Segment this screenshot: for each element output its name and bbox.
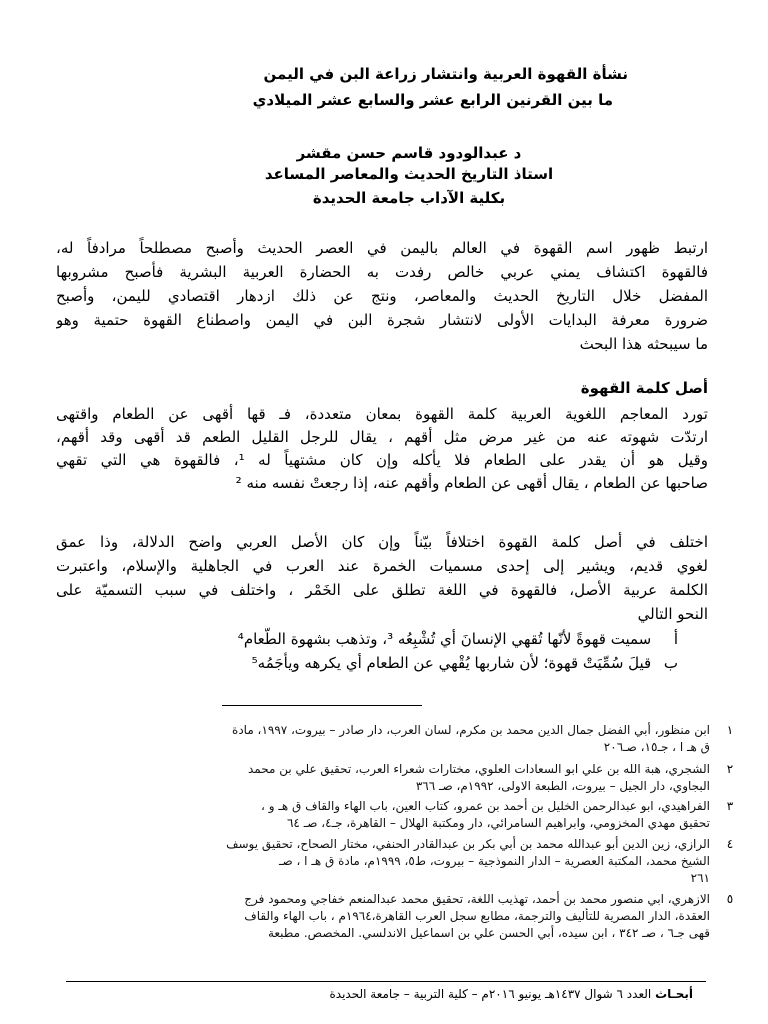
intro-line: ارتبط ظهور اسم القهوة في العالم باليمن في العصر الحديث وأصبح مصطلحاً مرادفاً له، [56, 239, 708, 257]
difference-line: اختلف في أصل كلمة القهوة اختلافاً بيّناً وإن كان الأصل العربي واضح الدلالة، وذا عمق [56, 533, 708, 551]
intro-line: المفضل خلال التاريخ الحديث والمعاصر، ونتج عن ذلك ازدهار اقتصادي لليمن، وأصبح [56, 287, 708, 305]
author-affiliation: بكلية الآداب جامعة الحديدة [312, 189, 506, 207]
difference-line: النحو التالي [637, 605, 708, 623]
footnote [70, 798, 710, 832]
author-name: د عبدالودود قاسم حسن مقشر [296, 144, 522, 162]
footnote-line: ٢٦١ [690, 871, 710, 885]
footer-rule [66, 981, 706, 982]
paper-title-line-1: نشأة القهوة العربية وانتشار زراعة البن في اليمن [263, 65, 628, 83]
journal-name: أبحـاث [655, 987, 693, 1001]
footnote-number: ٢ [726, 762, 734, 776]
footnote-line: الشيخ محمد، المكتبة العصرية – الدار النموذجية – بيروت، ط٥، ١٩٩٩م، مادة ق هـ ا ، صـ [278, 854, 710, 868]
intro-line: فالقهوة اكتشاف يمني عربي خالص رفدت به الحضارة العربية البشرية فأصبح مشروبها [56, 263, 708, 281]
footnote [70, 836, 710, 887]
option-letter: أ [673, 630, 678, 648]
footnote-number: ١ [726, 723, 734, 737]
page-footer [100, 986, 693, 1002]
footnote-line: الفراهيدي، ابو عبدالرحمن الخليل بن أحمد بن عمرو، كتاب العين، باب الهاء والقاف ق هـ و ، [261, 799, 710, 813]
section-heading: أصل كلمة القهوة [580, 379, 708, 397]
footnote-line: العقدة، الدار المصرية للتأليف والترجمة، مطابع سجل العرب القاهرة،١٩٦٤م ، باب الهاء والقاف [244, 909, 710, 923]
section-line: وقيل هو أن يقدر على الطعام فلا يأكله وإن كان مشتهياً له ¹، فالقهوة هي التي تقهي [56, 451, 708, 469]
footnote-separator [222, 705, 422, 706]
footnote-line: تحقيق مهدي المخزومي، وابراهيم السامرائي، دار ومكتبة الهلال – القاهرة، جـ٤، صـ ٦٤ [286, 816, 710, 830]
footnote-line: البجاوي، دار الجيل – بيروت، الطبعة الاولى، ١٩٩٢م، صـ ٣٦٦ [415, 779, 710, 793]
footnote-number: ٣ [726, 799, 734, 813]
issue-info: العدد ٦ شوال ١٤٣٧هـ يونيو ٢٠١٦م – كلية التربية – جامعة الحديدة [329, 987, 652, 1001]
footnote-line: الرازي، زين الدين أبو عبدالله محمد بن أبي بكر بن عبدالقادر الحنفي، مختار الصحاح، تحقيق يوسف [226, 837, 710, 851]
footnote-number: ٤ [726, 837, 734, 851]
footnote-line: ابن منظور، أبي الفضل جمال الدين محمد بن مكرم، لسان العرب، دار صادر – بيروت، ١٩٩٧، مادة [232, 723, 710, 737]
section-paragraph [56, 403, 708, 495]
intro-line: ضرورة معرفة البدايات الأولى لانتشار شجرة البن في اليمن واصطناع القهوة حتمية وهو [56, 311, 708, 329]
footnote-line: الشجري، هبة الله بن علي ابو السعادات العلوي، مختارات شعراء العرب، تحقيق علي بن محمد [247, 762, 710, 776]
section-line: تورد المعاجم اللغوية العربية كلمة القهوة بمعان متعددة، فـ قها أقهى عن الطعام واقتهى [56, 405, 708, 423]
intro-paragraph [56, 236, 708, 356]
difference-line: الكلمة عربية الأصل، فالقهوة في اللغة تطلق على الخَمْر ، واختلف في سبب التسميّة على [56, 581, 708, 599]
difference-paragraph [56, 530, 708, 626]
footnote-line: ق هـ ا ، جـ١٥، صـ٢٠٦ [603, 740, 710, 754]
option-text: قيلَ سُمِّيَتْ قهوة؛ لأن شاربها يُقْهي عن الطعام أي يكرهه ويأجَمُه⁵ [251, 654, 652, 672]
section-line: صاحبها عن الطعام ، يقال أقهى عن الطعام وأقهم عنه، إذا رجعتْ نفسه منه ² [235, 474, 708, 492]
footnote-number: ٥ [726, 892, 734, 906]
footnote [70, 891, 710, 942]
intro-line: ما سيبحثه هذا البحث [579, 335, 708, 353]
footnote [70, 722, 710, 756]
paper-title-line-2: ما بين القرنين الرابع عشر والسابع عشر الميلادي [252, 91, 613, 109]
difference-line: لغوي قديم، ويشير إلى إحدى مسميات الخمرة عند العرب في الجاهلية والإسلام، واعتبرت [56, 557, 708, 575]
section-line: ارتدّت شهوته عنه من غير مرض مثل أقهم ، يقال للرجل القليل الطعم قد أقهى وقد أقهم، [56, 428, 708, 446]
footnote-line: قهى جـ٦ ، صـ ٣٤٢ ، ابن سيده، أبي الحسن علي بن اسماعيل الاندلسي. المخصص. مطبعة [267, 926, 710, 940]
option-letter: ب [663, 654, 678, 672]
naming-option-a [58, 628, 678, 650]
footnote-line: الازهري، ابي منصور محمد بن أحمد، تهذيب اللغة، تحقيق محمد عبدالمنعم خفاجي ومحمود فرج [244, 892, 710, 906]
footnote [70, 761, 710, 795]
naming-option-b [58, 652, 678, 674]
option-text: سميت قهوةً لأنّها تُقهي الإنسانَ أي تُشْبِعُه ³، وتذهب بشهوة الطّعام⁴ [237, 630, 652, 648]
author-position: استاذ التاريخ الحديث والمعاصر المساعد [264, 165, 554, 183]
